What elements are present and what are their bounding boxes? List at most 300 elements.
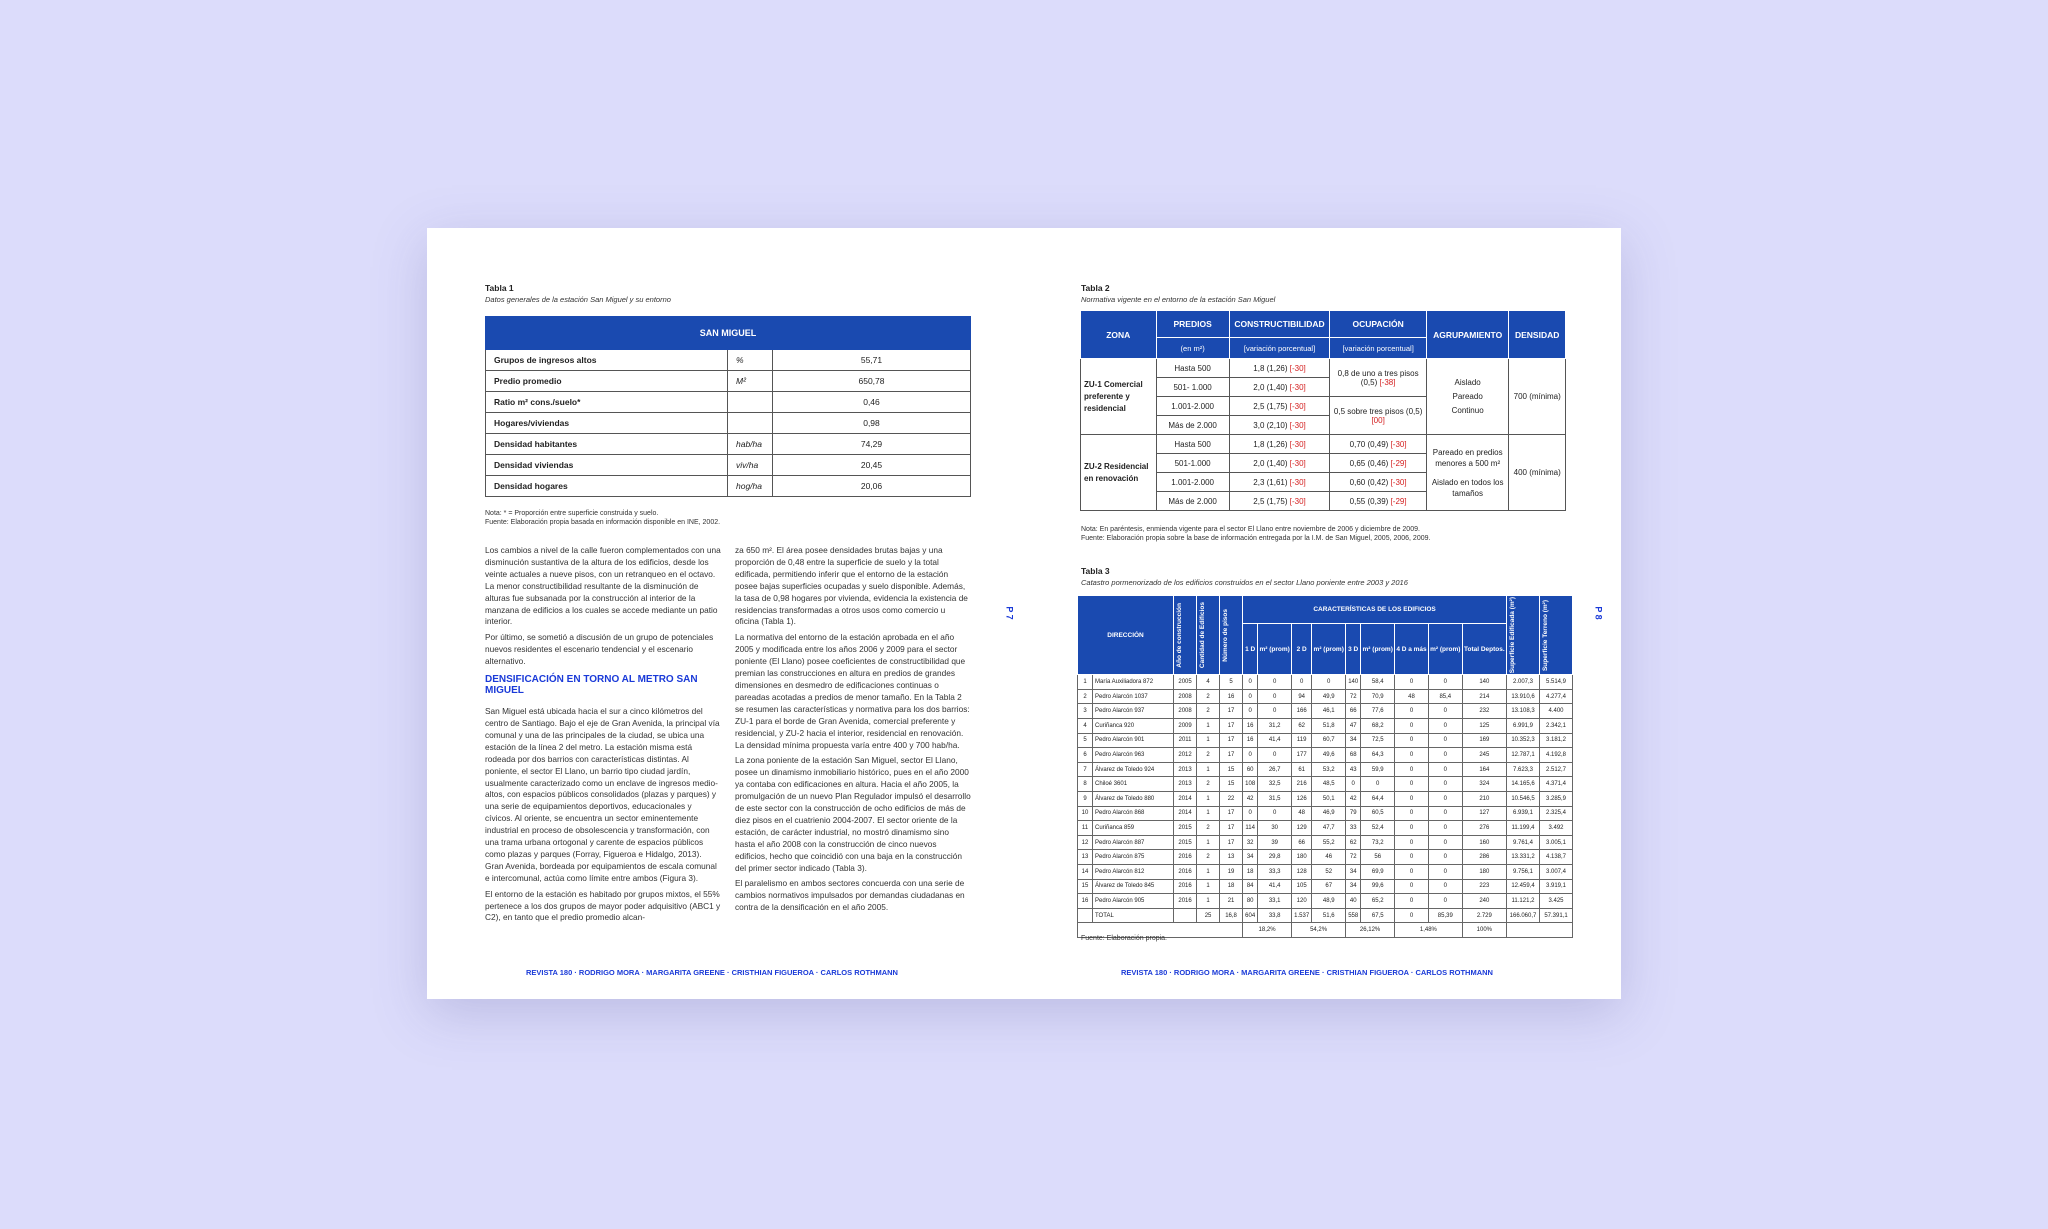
t3-cell: 0: [1312, 675, 1346, 690]
t3-cell: 0: [1395, 777, 1429, 792]
table-row: [486, 476, 971, 497]
t2-ocup-variation: [-38]: [1379, 377, 1396, 387]
table1-note-source: Fuente: Elaboración propia basada en información disponible en INE, 2002.: [485, 519, 721, 526]
t3-cell: 128: [1292, 864, 1312, 879]
t3-cell: 51,6: [1312, 908, 1346, 923]
t3-address: Curiñanca 859: [1093, 821, 1174, 836]
t3-cell: 2016: [1174, 879, 1197, 894]
t2-col-predios: PREDIOS: [1156, 311, 1229, 338]
t3-address: Pedro Alarcón 1037: [1093, 689, 1174, 704]
t3-cell: 2012: [1174, 748, 1197, 763]
t2-predios: 501-1.000: [1156, 454, 1229, 473]
t3-cell: 56: [1361, 850, 1395, 865]
t3-subheader: 2 D: [1292, 624, 1312, 675]
table-row: [1078, 864, 1573, 879]
table1-caption: Datos generales de la estación San Miguel y su entorno: [485, 295, 671, 304]
t3-cell: 0: [1395, 762, 1429, 777]
t3-cell: 72: [1346, 689, 1361, 704]
t3-cell: 1.537: [1292, 908, 1312, 923]
t3-percent: 100%: [1462, 923, 1506, 938]
t3-cell: 0: [1361, 777, 1395, 792]
t1-row-value: 20,45: [773, 455, 971, 476]
t3-cell: 12.787,1: [1507, 748, 1540, 763]
t3-cell: 17: [1220, 748, 1243, 763]
t2-predios: Hasta 500: [1156, 435, 1229, 454]
t3-cell: 0: [1428, 821, 1462, 836]
table-row: [1078, 791, 1573, 806]
t3-cell: 4.138,7: [1540, 850, 1573, 865]
t3-cell: 41,4: [1258, 733, 1292, 748]
t3-cell: 2011: [1174, 733, 1197, 748]
t3-cell: 34: [1243, 850, 1258, 865]
t3-cell: 62: [1346, 835, 1361, 850]
t3-cell: 18: [1243, 864, 1258, 879]
t3-cell: 33,8: [1258, 908, 1292, 923]
t3-cell: 11.199,4: [1507, 821, 1540, 836]
t2-ocup-value: 0,55 (0,39): [1349, 496, 1391, 506]
t3-col-sup-ed-label: Superficie Edificada (m²): [1509, 597, 1516, 674]
t3-cell: [1174, 908, 1197, 923]
t2-ocup-cell: [1330, 473, 1427, 492]
t3-cell: 0: [1428, 850, 1462, 865]
t1-row-value: 0,98: [773, 413, 971, 434]
t3-cell: 604: [1243, 908, 1258, 923]
t3-col-anio-label: Año de construcción: [1176, 602, 1184, 668]
t3-cell: 2013: [1174, 777, 1197, 792]
t2-ocup-variation: [-30]: [1390, 439, 1407, 449]
t2-col-constr: CONSTRUCTIBILIDAD: [1229, 311, 1330, 338]
t3-address: Pedro Alarcón 812: [1093, 864, 1174, 879]
t3-address: Pedro Alarcón 905: [1093, 894, 1174, 909]
t3-cell: 60,5: [1361, 806, 1395, 821]
t3-address: Pedro Alarcón 875: [1093, 850, 1174, 865]
t3-cell: 2: [1197, 850, 1220, 865]
t2-constr-cell: [1229, 397, 1330, 416]
t3-cell: 2016: [1174, 850, 1197, 865]
t3-cell: 2.342,1: [1540, 719, 1573, 734]
t3-cell: 0: [1243, 704, 1258, 719]
t3-subheader: m² (prom): [1428, 624, 1462, 675]
page-footer: REVISTA 180 · RODRIGO MORA · MARGARITA GREENE · CRISTHIAN FIGUEROA · CARLOS ROTHMANN: [1121, 968, 1493, 977]
t3-cell: 0: [1292, 675, 1312, 690]
t3-cell: 180: [1462, 864, 1506, 879]
t1-row-unit: M²: [728, 371, 773, 392]
t3-address: Pedro Alarcón 963: [1093, 748, 1174, 763]
t3-cell: 67: [1312, 879, 1346, 894]
t3-cell: 60,7: [1312, 733, 1346, 748]
t2-constr-variation: [-30]: [1289, 458, 1306, 468]
table3-note: Fuente: Elaboración propia.: [1081, 935, 1167, 942]
t2-predios: 1.001-2.000: [1156, 397, 1229, 416]
t3-cell: 13: [1078, 850, 1093, 865]
t2-predios: Más de 2.000: [1156, 416, 1229, 435]
t3-cell: [1078, 908, 1093, 923]
t1-row-value: 55,71: [773, 350, 971, 371]
t3-cell: 0: [1243, 675, 1258, 690]
t2-ocup-cell: [1330, 454, 1427, 473]
t3-cell: 21: [1220, 894, 1243, 909]
t1-row-value: 650,78: [773, 371, 971, 392]
t3-cell: 68: [1346, 748, 1361, 763]
t3-cell: 1: [1197, 864, 1220, 879]
t3-cell: 169: [1462, 733, 1506, 748]
t3-cell: 2.325,4: [1540, 806, 1573, 821]
table-row: [1078, 689, 1573, 704]
table-row: [1078, 704, 1573, 719]
t3-col-sup-ed: [1507, 596, 1540, 675]
t2-ocup-value: 0,60 (0,42): [1349, 477, 1391, 487]
t3-cell: 1: [1197, 733, 1220, 748]
t3-col-pisos: [1220, 596, 1243, 675]
t3-cell: 2013: [1174, 762, 1197, 777]
t3-cell: 0: [1395, 864, 1429, 879]
section-heading: DENSIFICACIÓN EN TORNO AL METRO SAN MIGUEL: [485, 674, 698, 697]
t3-cell: 0: [1243, 748, 1258, 763]
t3-cell: 5: [1220, 675, 1243, 690]
t3-cell: 1: [1197, 806, 1220, 821]
t3-address: Álvarez de Toledo 880: [1093, 791, 1174, 806]
t2-constr-cell: [1229, 473, 1330, 492]
t2-constr-value: 2,0 (1,40): [1253, 458, 1290, 468]
t3-cell: 210: [1462, 791, 1506, 806]
t3-subheader: 3 D: [1346, 624, 1361, 675]
t3-cell: 11: [1078, 821, 1093, 836]
table3-label: Tabla 3: [1081, 566, 1110, 576]
t2-col-dens: DENSIDAD: [1509, 311, 1566, 359]
table3-caption: Catastro pormenorizado de los edificios construidos en el sector Llano poniente entre 2003 y 2016: [1081, 578, 1408, 587]
t1-row-label: Densidad hogares: [486, 476, 728, 497]
t3-cell: 5: [1078, 733, 1093, 748]
t1-row-unit: %: [728, 350, 773, 371]
t3-cell: 1: [1197, 719, 1220, 734]
t2-zone: ZU-1 Comercial preferente y residencial: [1081, 359, 1157, 435]
t3-cell: 16: [1078, 894, 1093, 909]
t3-percent: 26,12%: [1346, 923, 1395, 938]
t3-cell: 4.192,8: [1540, 748, 1573, 763]
t1-row-label: Hogares/viviendas: [486, 413, 728, 434]
t3-address: Pedro Alarcón 937: [1093, 704, 1174, 719]
t3-cell: 214: [1462, 689, 1506, 704]
t3-cell: 1: [1197, 879, 1220, 894]
t3-cell: 64,4: [1361, 791, 1395, 806]
table-row: [1081, 359, 1566, 378]
t3-cell: 276: [1462, 821, 1506, 836]
t3-cell: 286: [1462, 850, 1506, 865]
t2-dens: 700 (mínima): [1509, 359, 1566, 435]
t3-cell: 166.060,7: [1507, 908, 1540, 923]
t3-cell: 32: [1243, 835, 1258, 850]
t3-cell: 10: [1078, 806, 1093, 821]
t3-cell: 0: [1258, 675, 1292, 690]
t3-cell: 1: [1197, 894, 1220, 909]
text-column-1: [485, 545, 721, 928]
t3-cell: 16: [1243, 719, 1258, 734]
t2-constr-variation: [-30]: [1289, 477, 1306, 487]
t3-cell: 65,2: [1361, 894, 1395, 909]
t3-cell: 85,4: [1428, 689, 1462, 704]
t3-cell: 14: [1078, 864, 1093, 879]
t3-cell: 0: [1395, 675, 1429, 690]
t3-cell: 50,1: [1312, 791, 1346, 806]
table-row-total: [1078, 908, 1573, 923]
t3-cell: 0: [1395, 821, 1429, 836]
page-number: P 7: [1004, 606, 1015, 620]
t2-ocup-cell: [1330, 435, 1427, 454]
t1-row-unit: [728, 392, 773, 413]
t3-cell: 72,5: [1361, 733, 1395, 748]
t3-cell: 1: [1197, 762, 1220, 777]
t3-cell: 33,3: [1258, 864, 1292, 879]
table-row: [1078, 733, 1573, 748]
t3-cell: 12.459,4: [1507, 879, 1540, 894]
t3-cell: 43: [1346, 762, 1361, 777]
paragraph: La normativa del entorno de la estación aprobada en el año 2005 y modificada entre los años 2006 y 2009 para el sector poniente (El Llano) posee coeficientes de constructibilidad que premian las construcciones en altura en predios de grandes dimensiones en desmedro de edificaciones continuas o pareadas acotadas a predios de menor tamaño. En la Tabla 2 se resumen las características y normativa para los dos barrios: ZU-1 para el borde de Gran Avenida, comercial preferente y residencial, y ZU-2 hacia el interior, residencial en renovación. La densidad mínima propuesta varía entre 400 y 700 hab/ha.: [735, 632, 970, 750]
t3-subheader: 4 D a más: [1395, 624, 1429, 675]
t3-cell: 0: [1395, 791, 1429, 806]
t3-cell: 2.007,3: [1507, 675, 1540, 690]
t2-agrup-item: Aislado en todos los tamaños: [1431, 477, 1504, 498]
t2-constr-cell: [1229, 378, 1330, 397]
paragraph: Por último, se sometió a discusión de un grupo de potenciales nuevos residentes el escenario tendencial y el escenario alternativo.: [485, 632, 714, 667]
t2-constr-cell: [1229, 492, 1330, 511]
magazine-spread: [427, 228, 1621, 999]
t3-subheader: m² (prom): [1361, 624, 1395, 675]
t2-col-agrup: AGRUPAMIENTO: [1426, 311, 1508, 359]
t3-cell: 6: [1078, 748, 1093, 763]
t3-cell: 0: [1428, 791, 1462, 806]
t3-cell: 3.007,4: [1540, 864, 1573, 879]
t2-col-zona: ZONA: [1081, 311, 1157, 359]
t1-row-unit: [728, 413, 773, 434]
t3-cell: 33: [1346, 821, 1361, 836]
t3-cell: 558: [1346, 908, 1361, 923]
t2-predios: 1.001-2.000: [1156, 473, 1229, 492]
t3-cell: 16: [1220, 689, 1243, 704]
t3-cell: 68,2: [1361, 719, 1395, 734]
t3-cell: 22: [1220, 791, 1243, 806]
t3-cell: 4: [1078, 719, 1093, 734]
t3-cell: 2: [1197, 689, 1220, 704]
t3-cell: 2005: [1174, 675, 1197, 690]
t2-predios: Más de 2.000: [1156, 492, 1229, 511]
t3-cell: 0: [1243, 806, 1258, 821]
table1-note: [485, 509, 720, 527]
t3-cell: 2014: [1174, 806, 1197, 821]
t3-subheader: Total Deptos.: [1462, 624, 1506, 675]
table2: [1080, 310, 1566, 511]
t3-cell: 0: [1395, 835, 1429, 850]
t2-constr-value: 3,0 (2,10): [1253, 420, 1290, 430]
table-row: [1078, 850, 1573, 865]
table-row: [1078, 835, 1573, 850]
table-row: [486, 350, 971, 371]
t2-constr-cell: [1229, 454, 1330, 473]
t2-sub-ocup: [variación porcentual]: [1330, 338, 1427, 359]
t3-cell: 49,6: [1312, 748, 1346, 763]
t2-ocup-value: 0,5 sobre tres pisos (0,5): [1333, 406, 1423, 416]
table-row: [1078, 748, 1573, 763]
t3-cell: 0: [1428, 879, 1462, 894]
t3-cell: 0: [1428, 762, 1462, 777]
t3-cell: 105: [1292, 879, 1312, 894]
t3-cell: 17: [1220, 821, 1243, 836]
table-row: [1078, 719, 1573, 734]
t3-cell: 0: [1428, 733, 1462, 748]
t2-ocup-value: 0,65 (0,46): [1349, 458, 1391, 468]
t1-row-label: Densidad habitantes: [486, 434, 728, 455]
table-row: [1078, 806, 1573, 821]
t3-cell: 85,39: [1428, 908, 1462, 923]
t1-row-label: Predio promedio: [486, 371, 728, 392]
t3-cell: 17: [1220, 806, 1243, 821]
t3-cell: 0: [1395, 850, 1429, 865]
table2-note-source: Fuente: Elaboración propia sobre la base de información entregada por la I.M. de San Miguel, 2005, 2006, 2009.: [1081, 535, 1431, 542]
t3-subheader: m² (prom): [1258, 624, 1292, 675]
t3-cell: 0: [1428, 704, 1462, 719]
t3-cell: 0: [1428, 777, 1462, 792]
table-row: [1078, 777, 1573, 792]
t3-cell: 62: [1292, 719, 1312, 734]
t3-cell: 55,2: [1312, 835, 1346, 850]
t2-constr-variation: [-30]: [1289, 382, 1306, 392]
t3-cell: 166: [1292, 704, 1312, 719]
t2-dens: 400 (mínima): [1509, 435, 1566, 511]
t3-cell: 223: [1462, 879, 1506, 894]
t3-cell: 17: [1220, 719, 1243, 734]
t2-sub-constr: [variación porcentual]: [1229, 338, 1330, 359]
t3-cell: 2016: [1174, 894, 1197, 909]
t3-cell: 4.371,4: [1540, 777, 1573, 792]
t3-cell: 34: [1346, 864, 1361, 879]
t3-cell: 0: [1428, 835, 1462, 850]
t3-cell: 10.352,3: [1507, 733, 1540, 748]
t3-address: Pedro Alarcón 887: [1093, 835, 1174, 850]
t3-cell: 164: [1462, 762, 1506, 777]
t3-cell: [1507, 923, 1573, 938]
t3-address: TOTAL: [1093, 908, 1174, 923]
t3-cell: 216: [1292, 777, 1312, 792]
t2-constr-variation: [-30]: [1289, 363, 1306, 373]
t3-cell: 2008: [1174, 704, 1197, 719]
t3-col-caracteristicas: CARACTERÍSTICAS DE LOS EDIFICIOS: [1243, 596, 1507, 624]
t3-cell: 3.005,1: [1540, 835, 1573, 850]
t2-constr-variation: [-30]: [1289, 420, 1306, 430]
t3-percent: 54,2%: [1292, 923, 1346, 938]
t2-ocup-variation: [-29]: [1390, 496, 1407, 506]
t3-cell: 0: [1395, 806, 1429, 821]
t3-cell: 232: [1462, 704, 1506, 719]
t2-constr-cell: [1229, 416, 1330, 435]
t3-cell: 0: [1395, 879, 1429, 894]
t3-cell: 12: [1078, 835, 1093, 850]
t3-cell: 0: [1258, 689, 1292, 704]
t3-cell: 66: [1346, 704, 1361, 719]
t3-cell: 51,8: [1312, 719, 1346, 734]
t3-col-cant: [1197, 596, 1220, 675]
t3-cell: 2014: [1174, 791, 1197, 806]
t3-cell: 16,8: [1220, 908, 1243, 923]
t3-cell: 0: [1395, 719, 1429, 734]
t3-cell: 13.331,2: [1507, 850, 1540, 865]
t3-address: Pedro Alarcón 868: [1093, 806, 1174, 821]
t2-constr-cell: [1229, 359, 1330, 378]
t3-cell: 46: [1312, 850, 1346, 865]
t3-cell: 99,6: [1361, 879, 1395, 894]
t3-cell: 48,5: [1312, 777, 1346, 792]
t3-cell: 2015: [1174, 835, 1197, 850]
t2-ocup-cell: [1330, 359, 1427, 397]
t2-ocup-variation: [-30]: [1390, 477, 1407, 487]
table-row: [486, 413, 971, 434]
t2-zone: ZU-2 Residencial en renovación: [1081, 435, 1157, 511]
t3-address: Álvarez de Toledo 845: [1093, 879, 1174, 894]
t3-cell: 3.919,1: [1540, 879, 1573, 894]
t3-cell: 0: [1428, 748, 1462, 763]
t2-ocup-cell: [1330, 397, 1427, 435]
t3-cell: 125: [1462, 719, 1506, 734]
t3-cell: 2015: [1174, 821, 1197, 836]
t3-cell: 80: [1243, 894, 1258, 909]
t2-agrup-item: Pareado: [1452, 392, 1483, 401]
t3-cell: 0: [1395, 733, 1429, 748]
table3: [1077, 595, 1573, 938]
t2-agrup-item: Continuo: [1451, 406, 1484, 415]
t3-cell: 16: [1243, 733, 1258, 748]
table-row: [486, 392, 971, 413]
t3-cell: 4: [1197, 675, 1220, 690]
t3-cell: 46,1: [1312, 704, 1346, 719]
t2-constr-value: 2,3 (1,61): [1253, 477, 1290, 487]
t3-cell: 42: [1346, 791, 1361, 806]
t3-cell: 2008: [1174, 689, 1197, 704]
t3-cell: 108: [1243, 777, 1258, 792]
paragraph: El entorno de la estación es habitado por grupos mixtos, el 55% pertenece a los dos grupos de mayor poder adquisitivo (ABC1 y C2), en tanto que el predio promedio alcan-: [485, 888, 721, 923]
t3-cell: 47,7: [1312, 821, 1346, 836]
t2-constr-value: 1,8 (1,26): [1253, 363, 1290, 373]
t3-cell: 40: [1346, 894, 1361, 909]
table2-note: [1081, 525, 1430, 543]
t3-cell: 25: [1197, 908, 1220, 923]
t3-cell: 126: [1292, 791, 1312, 806]
t3-cell: 1: [1197, 835, 1220, 850]
t3-cell: 39: [1258, 835, 1292, 850]
t3-cell: 1: [1078, 675, 1093, 690]
t3-cell: 2009: [1174, 719, 1197, 734]
t3-cell: 120: [1292, 894, 1312, 909]
t2-ocup-value: 0,70 (0,49): [1349, 439, 1391, 449]
t3-cell: 49,9: [1312, 689, 1346, 704]
paragraph: La zona poniente de la estación San Miguel, sector El Llano, posee un dinamismo inmobiliario histórico, pues en el año 2000 ya contaba con edificaciones en altura. Hacia el año 2005, la promulgación de un nuevo Plan Regulador impulsó el desarrollo de este sector con la construcción de ocho edificios de más de diez pisos en el cuatrienio 2004-2007. El sector oriente de la estación, de carácter industrial, no mostró dinamismo sino hasta el año 2008 con la construcción de cinco nuevos edificios, hecho que coincidió con una baja en la construcción del primer sector indicado (Tabla 3).: [735, 755, 971, 873]
t2-col-ocup: OCUPACIÓN: [1330, 311, 1427, 338]
t3-cell: 34: [1346, 733, 1361, 748]
page-left: [427, 228, 1024, 999]
t3-cell: 13.108,3: [1507, 704, 1540, 719]
t3-col-sup-ter-label: Superficie Terreno (m²): [1542, 599, 1549, 671]
t3-cell: 140: [1346, 675, 1361, 690]
t3-cell: 48,9: [1312, 894, 1346, 909]
t3-cell: 58,4: [1361, 675, 1395, 690]
t3-cell: 33,1: [1258, 894, 1292, 909]
table2-caption: Normativa vigente en el entorno de la estación San Miguel: [1081, 295, 1276, 304]
t3-cell: 42: [1243, 791, 1258, 806]
t3-cell: 52,4: [1361, 821, 1395, 836]
t2-constr-value: 2,5 (1,75): [1253, 401, 1290, 411]
paragraph: za 650 m². El área posee densidades brutas bajas y una proporción de 0,48 entre la superficie de suelo y la total edificada, permitiendo inferir que el entorno de la estación posee bajas superficies ocupadas y suelo disponible. Además, la tasa de 0,98 hogares por vivienda, evidencia la existencia de residencias transformadas a otros usos como comercio u oficina (Tabla 1).: [735, 545, 968, 627]
t3-cell: 6.939,1: [1507, 806, 1540, 821]
t1-row-label: Grupos de ingresos altos: [486, 350, 728, 371]
t3-cell: 0: [1428, 864, 1462, 879]
t3-cell: 324: [1462, 777, 1506, 792]
